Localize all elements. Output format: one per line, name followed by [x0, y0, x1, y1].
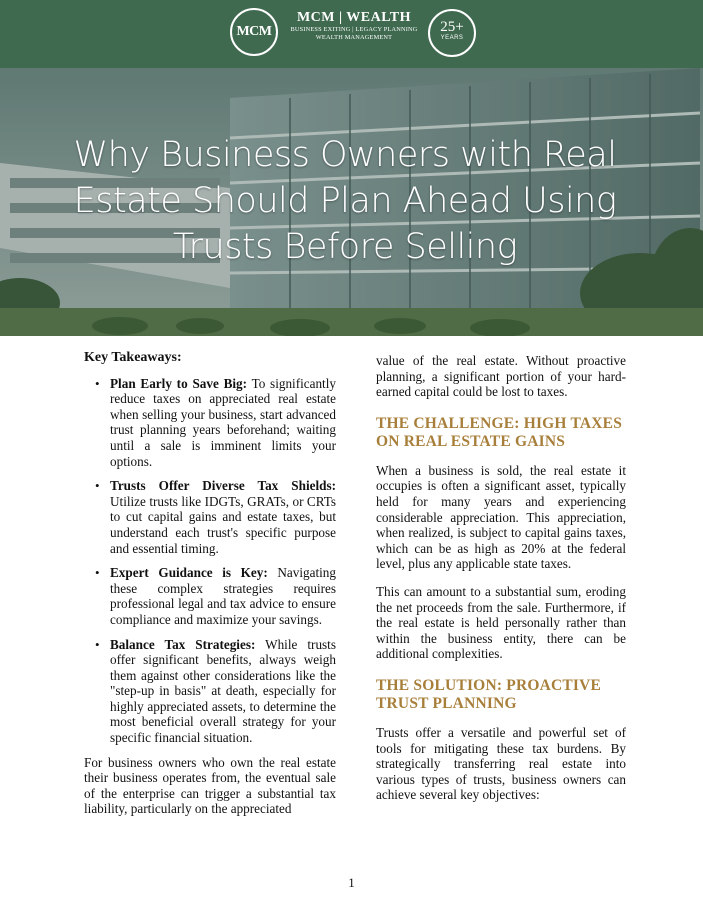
- hero-banner: [0, 68, 703, 336]
- takeaway-heading: Balance Tax Strategies:: [110, 636, 256, 652]
- intro-paragraph-continued: value of the real estate. Without proactive planning, a significant portion of your hard-earned capital could be lost to taxes.: [376, 353, 626, 400]
- intro-paragraph: For business owners who own the real estate their business operates from, the eventual sale of the enterprise can trigger a substantial tax liability, particularly on the appreciated: [84, 754, 336, 817]
- years-badge: [428, 9, 476, 57]
- takeaway-text: Navigating these complex strategies requires professional legal and tax advice to ensure compliance and maximize your savings.: [110, 565, 336, 627]
- takeaway-text: Utilize trusts like IDGTs, GRATs, or CRTs to cut capital gains and estate taxes, but understand each trust's specific purpose and essential timing.: [110, 493, 336, 556]
- brand-name: MCM | WEALTH: [296, 10, 412, 25]
- takeaway-text: To significantly reduce taxes on appreciated real estate when selling your business, start advanced trust planning years beforehand; waiting until a sale is imminent limits your options.: [110, 375, 336, 469]
- key-takeaways-list: [84, 376, 336, 746]
- takeaway-item: [110, 637, 336, 746]
- logo-text: MCM: [236, 24, 272, 39]
- page-number: 1: [348, 875, 355, 890]
- key-takeaways-title: Key Takeaways:: [84, 350, 182, 365]
- challenge-heading: THE CHALLENGE: HIGH TAXES ON REAL ESTATE GAINS: [376, 414, 623, 450]
- takeaway-item: [110, 565, 336, 627]
- header-band: [0, 0, 703, 68]
- solution-paragraph-1: Trusts offer a versatile and powerful set of tools for mitigating these tax burdens. By strategically transferring real estate into various types of trusts, business owners can achieve several key objectives:: [376, 724, 626, 803]
- takeaway-heading: Expert Guidance is Key:: [110, 565, 268, 581]
- takeaway-heading: Plan Early to Save Big:: [110, 375, 248, 391]
- badge-number: 25+: [440, 19, 464, 35]
- takeaway-text: While trusts offer significant benefits, always weigh them against other considerations like the "step-up in basis" at death, especially for highly appreciated assets, to determine the most beneficial overall strategy for your specific financial situation.: [110, 636, 336, 746]
- solution-heading: THE SOLUTION: PROACTIVE TRUST PLANNING: [376, 676, 602, 712]
- challenge-paragraph-2: This can amount to a substantial sum, eroding the net proceeds from the sale. Furthermore, if the real estate is held personally rather than within the business entity, there can be additional complexities.: [376, 583, 626, 662]
- takeaway-heading: Trusts Offer Diverse Tax Shields:: [110, 478, 336, 494]
- left-column: [84, 350, 336, 829]
- badge-label: YEARS: [440, 35, 464, 41]
- challenge-paragraph-1: When a business is sold, the real estate it occupies is often a significant asset, typically held for many years and experiencing considerable appreciation. This appreciation, when realized, is subject to capital gains taxes, which can be as high as 20% at the federal level, plus any applicable state taxes.: [376, 462, 626, 572]
- right-column: [376, 353, 626, 815]
- brand-tagline-2: WEALTH MANAGEMENT: [315, 34, 393, 41]
- takeaway-item: [110, 478, 336, 556]
- mcm-logo: [230, 8, 278, 56]
- takeaway-item: [110, 376, 336, 470]
- document-title: Why Business Owners with Real Estate Should Plan Ahead Using Trusts Before Selling: [73, 135, 617, 267]
- brand-tagline-1: BUSINESS EXITING | LEGACY PLANNING: [290, 26, 418, 33]
- brand-block: [284, 10, 424, 42]
